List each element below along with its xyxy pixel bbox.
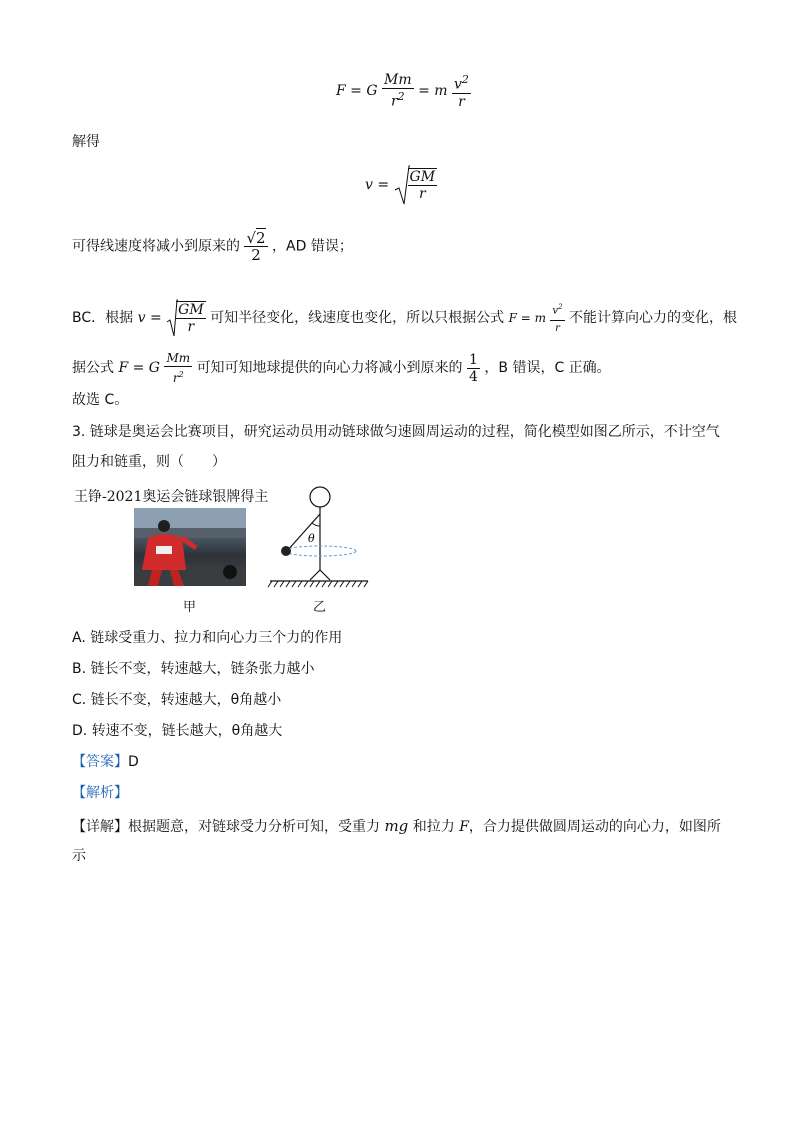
fraction-gm-r [176,301,206,335]
answer-value: D [128,754,139,770]
athlete-photo-drawing [134,508,246,586]
analysis-label: 【解析】 [72,785,128,801]
option-a: A. 链球受重力、拉力和向心力三个力的作用 [72,630,343,646]
answer-label: 【答案】 [72,754,128,770]
athlete-photo [134,508,246,586]
fraction-numerator: $v^2$ [550,299,564,320]
bc2-tail: ，B 错误，C 正确。 [484,360,611,376]
ground-hatch [268,581,368,587]
question-3-line-2: 阻力和链重，则（ ） [72,454,226,470]
fraction-numerator: 1 [469,351,478,368]
answer-line [72,752,139,772]
fraction-denominator: r [555,322,560,334]
symbol-f: F [459,819,469,835]
fraction-denominator: 4 [469,368,478,385]
bc-tail: 不能计算向心力的变化，根 [569,310,737,326]
option-c: C. 链长不变，转速越大，θ角越小 [72,692,282,708]
symbol-mg: mg [384,817,409,835]
bc-middle-text: 可知半径变化，线速度也变化，所以只根据公式 [210,310,505,326]
fraction-v2-r [550,299,564,336]
fraction-mm-r2 [382,72,414,110]
f-lhs: F = G [118,360,160,376]
detail-text-2: 和拉力 [412,819,455,835]
conclusion-tail: ，AD 错误； [272,238,353,255]
option-d: D. 转速不变，链长越大，θ角越大 [72,723,283,739]
solve-label: 解得 [72,134,100,150]
figure-label-b: 乙 [313,600,327,615]
fraction-v2-r [452,72,471,110]
theta-label: θ [308,532,315,545]
detail-label: 【详解】 [72,819,128,835]
fraction-1-4 [467,352,480,385]
formula-lhs: v = [365,177,390,193]
choose-c-line: 故选 C。 [72,392,129,408]
fraction-denominator [382,89,414,110]
den-base: r [172,371,179,385]
fraction-denominator: r [418,186,426,202]
option-b: B. 链长不变，转速越大，链条张力越小 [72,661,315,677]
formula-gravity-centripetal [336,72,471,110]
bc-line-2 [72,350,611,386]
detail-text-1: 根据题意，对链球受力分析可知，受重力 [128,819,380,835]
bc-prefix: BC．根据 [72,310,134,326]
conclusion-line [72,230,353,263]
conclusion-text: 可得线速度将减小到原来的 [72,238,240,255]
fraction-numerator: Mm [166,351,191,365]
fraction-denominator: r [187,319,195,335]
fraction-numerator: Mm [383,72,412,88]
fraction-numerator: GM [409,169,436,185]
fraction-denominator: r [458,93,465,110]
num-base: v [453,76,462,93]
fraction-numerator: GM [178,302,204,318]
fraction-sqrt2-2 [244,230,267,263]
fraction-denominator: $r^2$ [172,370,184,385]
fraction-numerator: √2 [246,229,266,247]
bc-line-1 [72,298,737,338]
bc2-middle-text: 可知可知地球提供的向心力将减小到原来的 [196,360,463,376]
detail-line-2: 示 [72,848,86,864]
formula-velocity [365,164,437,206]
num-exponent: 2 [461,73,469,86]
hammer-ball [281,546,291,556]
f-lhs: F = m [508,311,546,325]
leg-right [320,570,330,580]
den-base: r [390,93,398,110]
hammer-model-diagram [266,484,396,594]
bc2-prefix: 据公式 [72,360,114,376]
leg-left [310,570,320,580]
den-exponent: 2 [397,90,405,103]
v-lhs: v = [137,310,162,326]
chain-line [287,514,320,551]
sqrt-radicand: 2 [256,229,266,247]
fraction-numerator [452,72,471,94]
formula-mid: = m [418,82,448,99]
formula-lhs: F = G [336,82,378,99]
head-circle [310,487,330,507]
fraction-mm-r2 [164,350,192,386]
question-3-line-1: 3. 链球是奥运会比赛项目，研究运动员用动链球做匀速圆周运动的过程，简化模型如图乙所示，不计空气 [72,424,720,440]
fraction-gm-r [408,168,438,202]
figure-label-a: 甲 [183,600,197,615]
fraction-denominator: 2 [251,246,261,264]
detail-text-3: ，合力提供做圆周运动的向心力，如图所 [468,819,721,835]
num-base: v [552,305,559,317]
detail-line-1 [72,816,721,837]
figure-caption: 王铮-2021奥运会链球银牌得主 [74,489,269,505]
angle-arc [312,523,320,526]
